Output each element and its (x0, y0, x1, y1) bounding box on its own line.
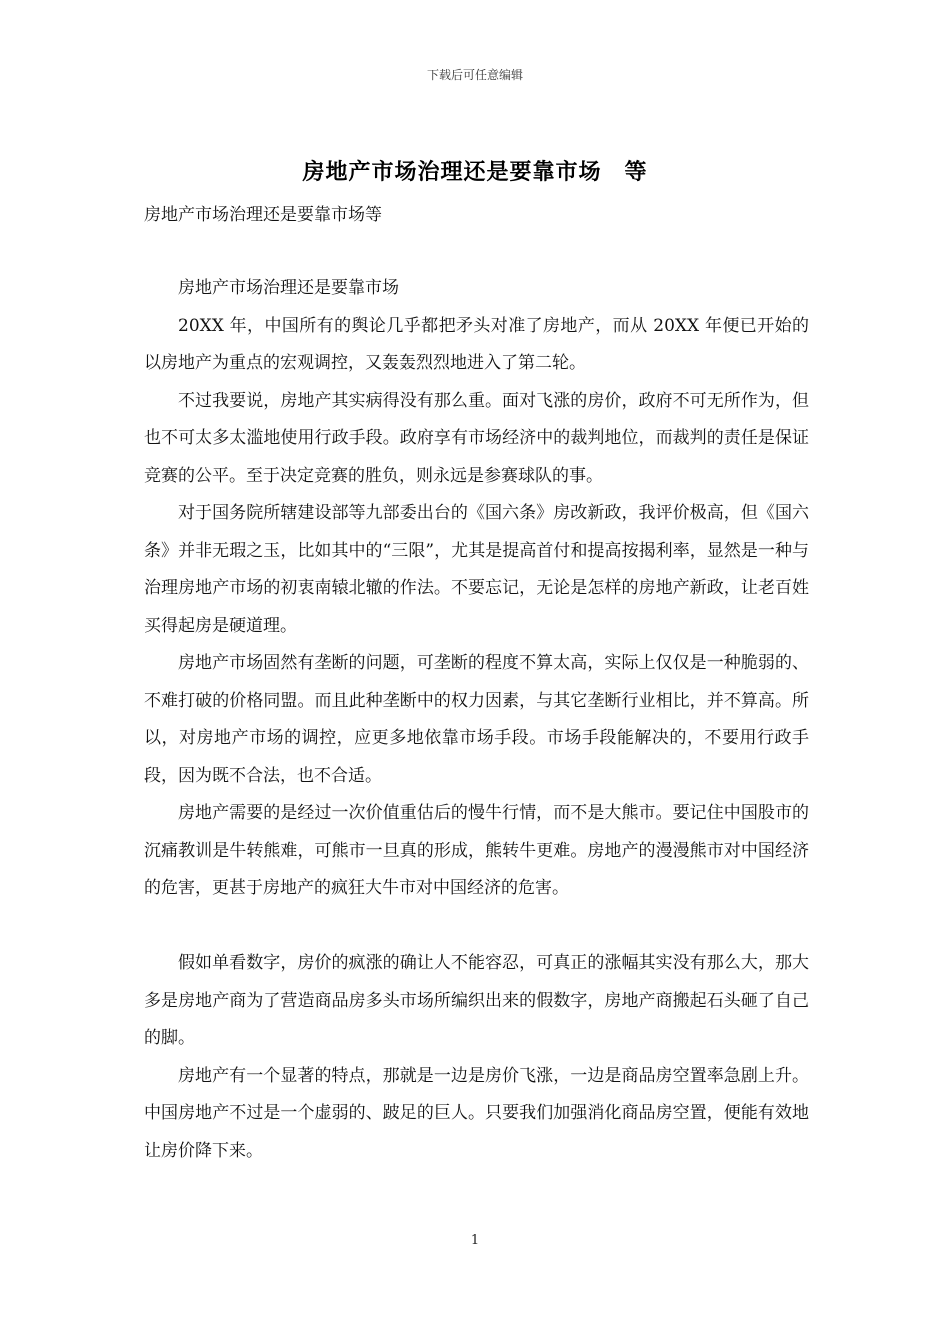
paragraph: 对于国务院所辖建设部等九部委出台的《国六条》房改新政，我评价极高，但《国六条》并非无瑕之玉，比如其中的“三限”，尤其是提高首付和提高按揭利率，显然是一种与治理房地产市场的初衷南辕北辙的作法。不要忘记，无论是怎样的房地产新政，让老百姓买得起房是硬道理。 (144, 503, 809, 636)
paragraph-spacer (144, 908, 809, 946)
paragraph: 假如单看数字，房价的疯涨的确让人不能容忍，可真正的涨幅其实没有那么大，那大多是房地产商为了营造商品房多头市场所编织出来的假数字，房地产商搬起石头砸了自己的脚。 (144, 953, 809, 1048)
paragraph: 房地产需要的是经过一次价值重估后的慢牛行情，而不是大熊市。要记住中国股市的沉痛教训是牛转熊难，可熊市一旦真的形成，熊转牛更难。房地产的漫漫熊市对中国经济的危害，更甚于房地产的疯狂大牛市对中国经济的危害。 (144, 803, 809, 898)
document-title: 房地产市场治理还是要靠市场 等 (302, 159, 648, 185)
document-body (144, 270, 809, 1170)
document-subtitle: 房地产市场治理还是要靠市场等 (144, 205, 382, 225)
header-note: 下载后可任意编辑 (426, 68, 523, 82)
paragraph: 20XX 年，中国所有的舆论几乎都把矛头对准了房地产，而从 20XX 年便已开始的以房地产为重点的宏观调控，又轰轰烈烈地进入了第二轮。 (144, 315, 809, 373)
paragraph: 房地产有一个显著的特点，那就是一边是房价飞涨，一边是商品房空置率急剧上升。中国房地产不过是一个虚弱的、跛足的巨人。只要我们加强消化商品房空置，便能有效地让房价降下来。 (144, 1065, 809, 1161)
paragraph: 不过我要说，房地产其实病得没有那么重。面对飞涨的房价，政府不可无所作为，但也不可太多太滥地使用行政手段。政府享有市场经济中的裁判地位，而裁判的责任是保证竞赛的公平。至于决定竞赛的胜负，则永远是参赛球队的事。 (144, 390, 809, 486)
paragraph-heading: 房地产市场治理还是要靠市场 (178, 278, 399, 298)
page-number: 1 (470, 1233, 480, 1248)
paragraph: 房地产市场固然有垄断的问题，可垄断的程度不算太高，实际上仅仅是一种脆弱的、不难打破的价格同盟。而且此种垄断中的权力因素，与其它垄断行业相比，并不算高。所以，对房地产市场的调控，应更多地依靠市场手段。市场手段能解决的，不要用行政手段，因为既不合法，也不合适。 (144, 653, 809, 786)
